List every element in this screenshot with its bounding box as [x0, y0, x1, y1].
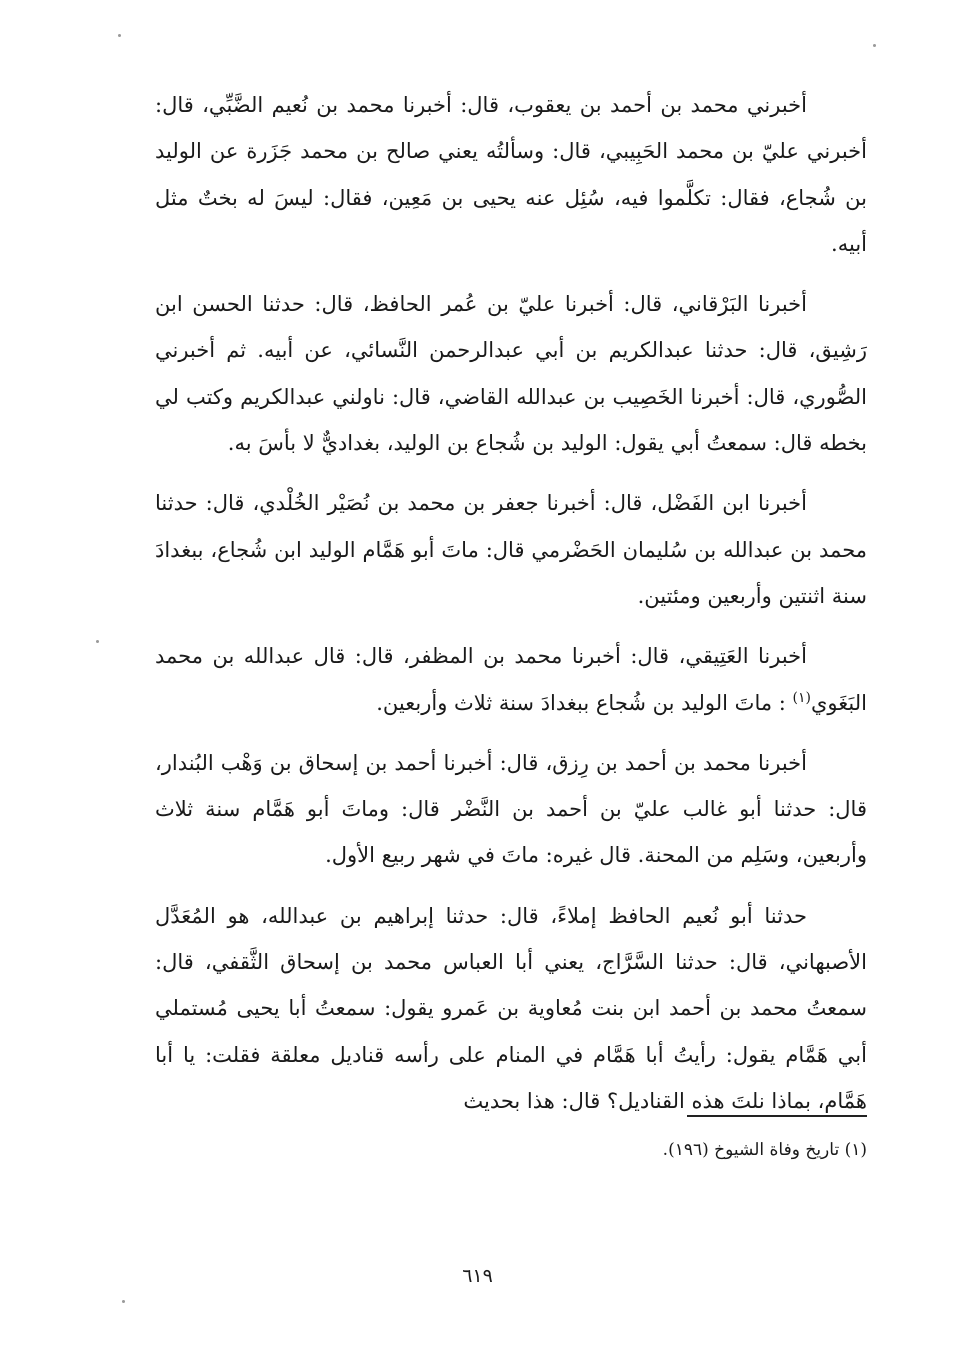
paragraph-text: أخبرنا العَتِيقي، قال: أخبرنا محمد بن المظفر، قال: قال عبدالله بن محمد البَغَوي [155, 644, 867, 715]
paragraph [155, 633, 867, 726]
scan-speck [873, 44, 876, 47]
paragraph: أخبرني محمد بن أحمد بن يعقوب، قال: أخبرنا محمد بن نُعيم الضَّبِّي، قال: أخبرني عليّ بن محمد الحَبِيبي، قال: وسألتُه يعني صالح بن محمد جَزَرة عن الوليد بن شُجاع، فقال: تكلَّموا فيه، سُئِل عنه يحيى بن مَعِين، فقال: ليسَ له بختٌ مثل أبيه. [155, 93, 867, 256]
main-text [155, 82, 867, 1138]
paragraph: أخبرنا محمد بن أحمد بن رِزق، قال: أخبرنا أحمد بن إسحاق بن وَهْب البُندار، قال: حدثنا أبو غالب عليّ بن أحمد بن النَّضْر قال: وماتَ أبو هَمَّام سنة ثلاث وأربعين، وسَلِم من المحنة. قال غيره: ماتَ في شهر ربيع الأول. [155, 750, 867, 868]
scan-speck [96, 640, 99, 643]
page-number: ٦١٩ [462, 1265, 493, 1287]
paragraph-text: : ماتَ الوليد بن شُجاع ببغدادَ سنة ثلاث وأربعين. [376, 690, 793, 715]
paragraph: أخبرنا ابن الفَضْل، قال: أخبرنا جعفر بن محمد بن نُصَيْر الخُلْدي، قال: حدثنا محمد بن عبدالله بن سُليمان الحَضْرمي قال: ماتَ أبو هَمَّام الوليد ابن شُجاع، ببغدادَ سنة اثنتين وأربعين ومئتين. [155, 491, 867, 608]
paragraph: أخبرنا البَرْقاني، قال: أخبرنا عليّ بن عُمر الحافظ، قال: حدثنا الحسن ابن رَشِيق، قال: حدثنا عبدالكريم بن أبي عبدالرحمن النَّسائي، عن أبيه. ثم أخبرني الصُّوري، قال: أخبرنا الخَصِيب بن عبدالله القاضي، قال: ناولني عبدالكريم وكتب لي بخطه قال: سمعتُ أبي يقول: الوليد بن شُجاع بن الوليد، بغداديٌّ لا بأسَ به. [155, 292, 867, 456]
paragraph: حدثنا أبو نُعيم الحافظ إملاءً، قال: حدثنا إبراهيم بن عبدالله، هو المُعَدَّل الأصبهاني، قال: حدثنا السَّرَّاج، يعني أبا العباس محمد بن إسحاق الثَّقفي، قال: سمعتُ محمد بن أحمد ابن بنت مُعاوية بن عَمرو يقول: سمعتُ أبا يحيى مُستملي أبي هَمَّام يقول: رأيتُ أبا هَمَّام في المنام على رأسه قناديل معلقة فقلت: يا أبا هَمَّام، بماذا نلتَ هذه القناديل؟ قال: هذا بحديث [155, 903, 867, 1113]
scan-speck [122, 1300, 125, 1303]
scan-speck [118, 34, 121, 37]
footnote: (١) تاريخ وفاة الشيوخ (١٩٦). [662, 1140, 867, 1160]
footnote-reference[interactable]: (١) [792, 689, 811, 706]
footnote-divider [687, 1115, 867, 1117]
